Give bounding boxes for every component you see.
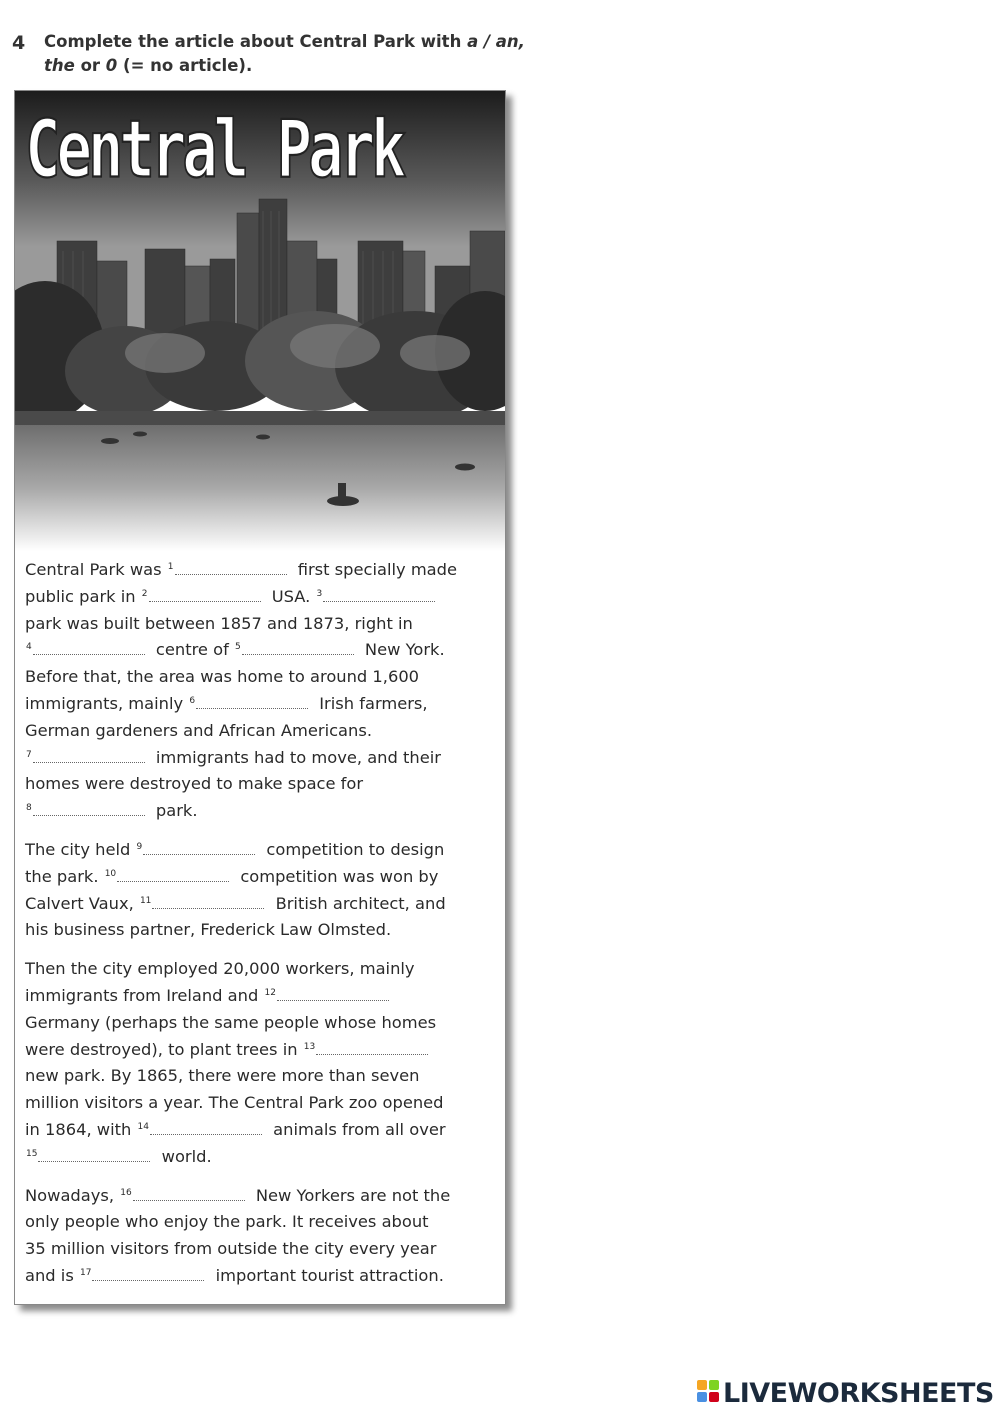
answer-gap-9[interactable] [143,841,255,855]
text-line: Central Park was $^1$ first specially made [25,560,458,579]
text-line: immigrants, mainly $^6$ Irish farmers, [25,693,428,713]
text-line: park was built between 1857 and 1873, right in [25,613,413,633]
gap-number: 11 [139,895,152,906]
text-line: new park. By 1865, there were more than seven [25,1066,420,1086]
gap-number: 14 [137,1121,149,1132]
gap-number: 4 [26,642,32,653]
text-line: were destroyed), to plant trees in $^{13}$ [25,1037,495,1064]
text-line: Before that, the area was home to around 1,600 [25,667,420,687]
text-line: Calvert Vaux, $^{11}$ British architect, and [25,893,446,913]
answer-gap-12[interactable] [277,987,389,1001]
text-line: Nowadays, $^{16}$ New Yorkers are not the [25,1185,451,1205]
text-line: $^{15}$ world. [26,1146,212,1166]
answer-gap-4[interactable] [33,641,145,655]
answer-gap-14[interactable] [150,1121,262,1135]
paragraph-4 [25,1183,495,1290]
text-line: 35 million visitors from outside the city every year [25,1239,437,1259]
text-line: $^8$ park. [26,801,198,821]
gap-number: 8 [26,803,32,814]
gap-number: 12 [264,987,276,998]
text-line: Germany (perhaps the same people whose homes [25,1012,437,1032]
answer-gap-2[interactable] [149,588,261,602]
text-line: $^7$ immigrants had to move, and their [26,747,441,767]
answer-gap-16[interactable] [133,1187,245,1201]
text-line: public park in $^2$ USA. $^3$ [25,584,495,611]
gap-number: 1 [167,562,174,572]
liveworksheets-logo-icon [697,1380,721,1406]
logo-wordmark: LIVEWORKSHEETS [723,1378,994,1409]
gap-number: 9 [136,841,143,852]
text-line: $^4$ centre of $^5$ New York. [26,640,445,660]
answer-gap-3[interactable] [323,588,435,602]
exercise-number: 4 [12,32,26,54]
text-line: the park. $^{10}$ competition was won by [25,866,439,886]
answer-gap-1[interactable] [175,561,287,575]
answer-gap-6[interactable] [196,695,308,709]
article-text [25,557,495,1302]
instruction-line-1: Complete the article about Central Park with a / an, [44,32,525,51]
paragraph-3 [25,956,495,1170]
answer-gap-11[interactable] [152,895,264,909]
answer-gap-8[interactable] [33,802,145,816]
gap-number: 13 [303,1041,316,1052]
text-line: homes were destroyed to make space for [25,774,364,794]
gap-number: 16 [120,1187,132,1198]
gap-number: 10 [104,868,117,879]
text-line: million visitors a year. The Central Park zoo opened [25,1093,444,1113]
text-line: The city held $^9$ competition to design [25,839,445,859]
gap-number: 17 [80,1267,92,1278]
text-line: Then the city employed 20,000 workers, mainly [25,959,415,979]
central-park-photo [15,91,505,551]
gap-number: 15 [26,1148,38,1159]
answer-gap-5[interactable] [242,641,354,655]
gap-number: 6 [189,695,196,706]
answer-gap-17[interactable] [92,1267,204,1281]
article-card [14,90,506,1305]
gap-number: 7 [26,749,32,760]
paragraph-2 [25,837,495,944]
answer-gap-7[interactable] [33,749,145,763]
article-title: Central Park [25,103,403,196]
answer-gap-13[interactable] [316,1041,428,1055]
text-line: immigrants from Ireland and $^{12}$ [25,983,495,1010]
text-line: and is $^{17}$ important tourist attraction. [25,1265,444,1285]
text-line: his business partner, Frederick Law Olmsted. [25,920,392,940]
text-line: in 1864, with $^{14}$ animals from all over [25,1119,446,1139]
instruction-line-2: the or 0 (= no article). [44,56,253,75]
answer-gap-10[interactable] [117,868,229,882]
gap-number: 2 [141,588,148,599]
answer-gap-15[interactable] [38,1148,150,1162]
text-line: only people who enjoy the park. It receives about [25,1212,429,1232]
paragraph-1 [25,557,495,825]
gap-number: 3 [316,588,323,599]
gap-number: 5 [234,642,241,653]
text-line: German gardeners and African Americans. [25,720,373,740]
